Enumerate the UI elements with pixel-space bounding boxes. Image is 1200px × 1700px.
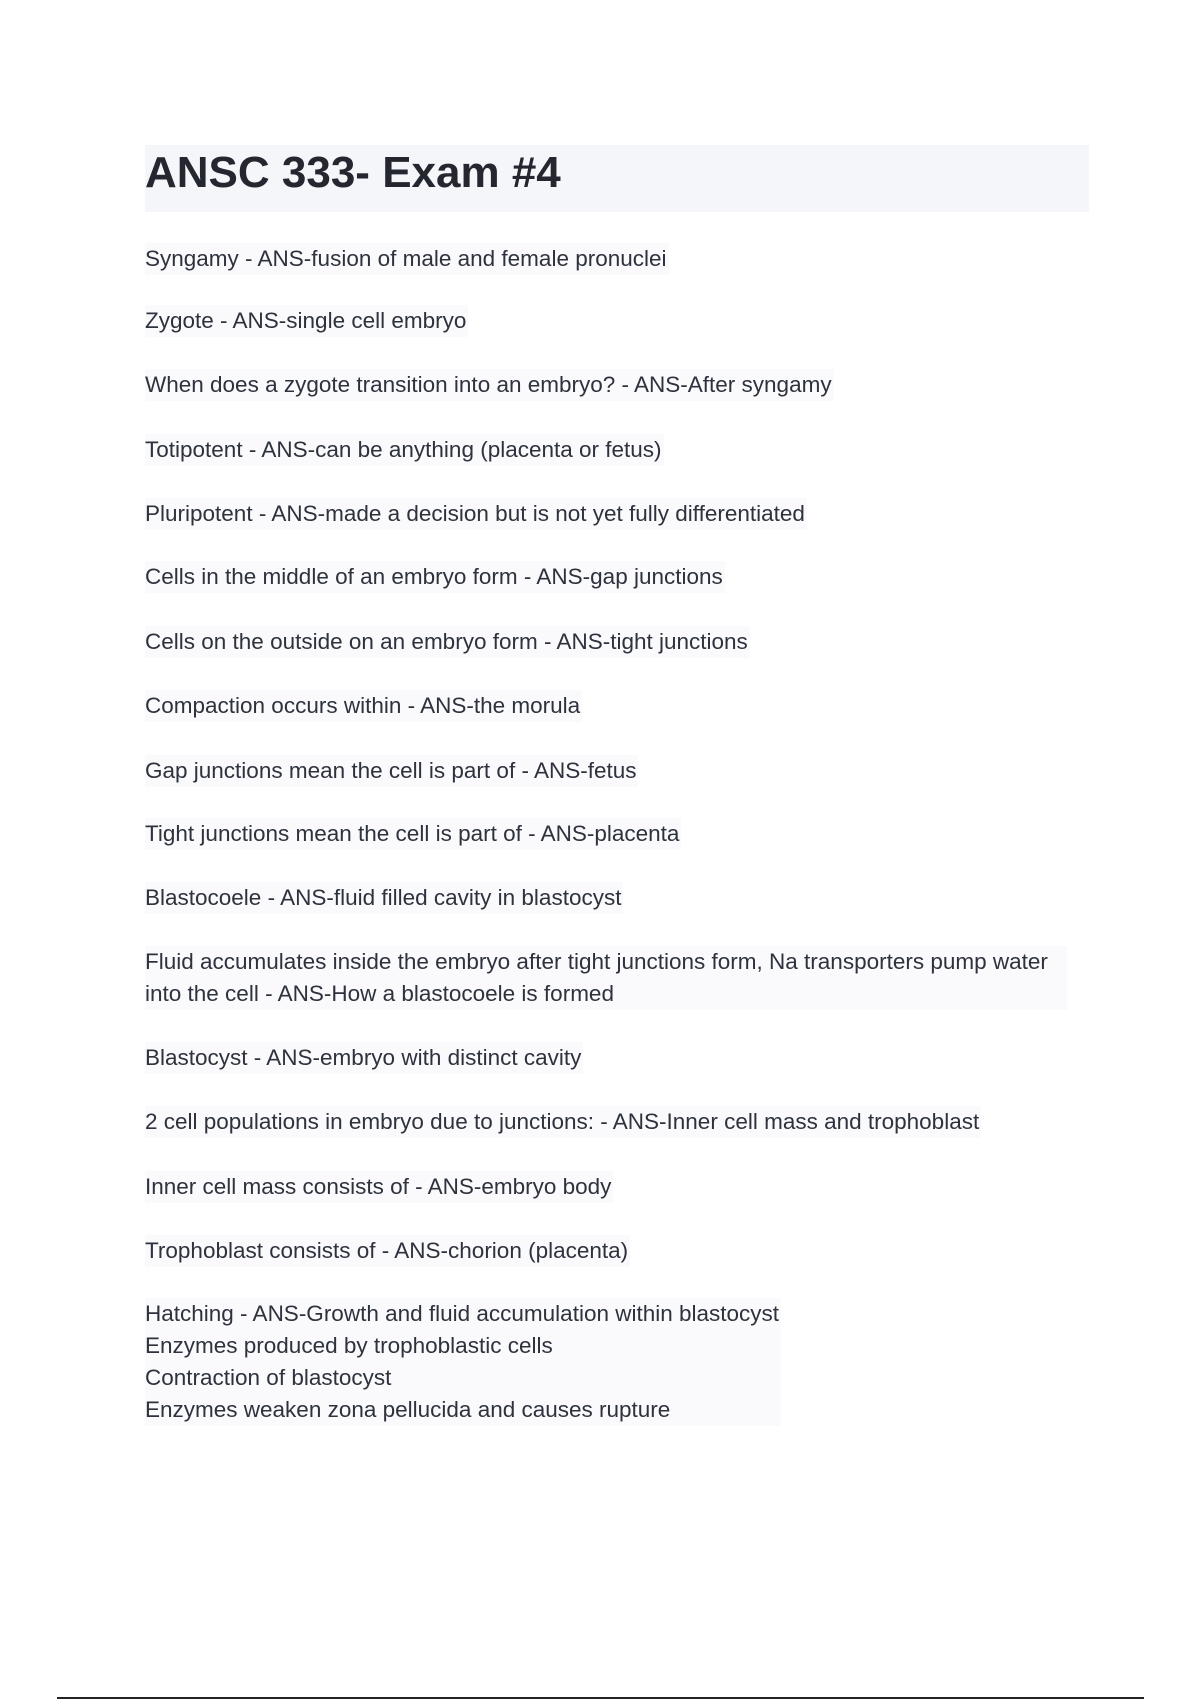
qa-item-totipotent: Totipotent - ANS-can be anything (placenta or fetus) xyxy=(145,434,664,466)
qa-item-blastocoele-formation: Fluid accumulates inside the embryo after tight junctions form, Na transporters pump water into the cell - ANS-How a blastocoele is formed xyxy=(145,946,1067,1010)
qa-item-trophoblast: Trophoblast consists of - ANS-chorion (placenta) xyxy=(145,1235,630,1267)
qa-item-inner-cell-mass: Inner cell mass consists of - ANS-embryo body xyxy=(145,1171,613,1203)
qa-item-pluripotent: Pluripotent - ANS-made a decision but is not yet fully differentiated xyxy=(145,498,807,530)
qa-item-zygote-transition: When does a zygote transition into an embryo? - ANS-After syngamy xyxy=(145,369,834,401)
qa-item-tight-junctions: Tight junctions mean the cell is part of - ANS-placenta xyxy=(145,818,681,850)
qa-item-outside-cells: Cells on the outside on an embryo form - ANS-tight junctions xyxy=(145,626,750,658)
qa-item-blastocoele: Blastocoele - ANS-fluid filled cavity in blastocyst xyxy=(145,882,623,914)
page-title: ANSC 333- Exam #4 xyxy=(145,148,561,197)
qa-item-syngamy: Syngamy - ANS-fusion of male and female pronuclei xyxy=(145,243,669,275)
qa-item-compaction: Compaction occurs within - ANS-the morula xyxy=(145,690,582,722)
qa-item-zygote: Zygote - ANS-single cell embryo xyxy=(145,305,468,337)
qa-item-hatching: Hatching - ANS-Growth and fluid accumulation within blastocyst Enzymes produced by trophoblastic cells Contraction of blastocyst Enzymes weaken zona pellucida and causes rupture xyxy=(145,1298,781,1426)
qa-item-gap-junctions: Gap junctions mean the cell is part of - ANS-fetus xyxy=(145,755,638,787)
qa-item-middle-cells: Cells in the middle of an embryo form - ANS-gap junctions xyxy=(145,561,725,593)
qa-item-blastocyst: Blastocyst - ANS-embryo with distinct cavity xyxy=(145,1042,583,1074)
qa-item-cell-populations: 2 cell populations in embryo due to junctions: - ANS-Inner cell mass and trophoblast xyxy=(145,1106,981,1138)
footer-rule xyxy=(57,1697,1144,1699)
